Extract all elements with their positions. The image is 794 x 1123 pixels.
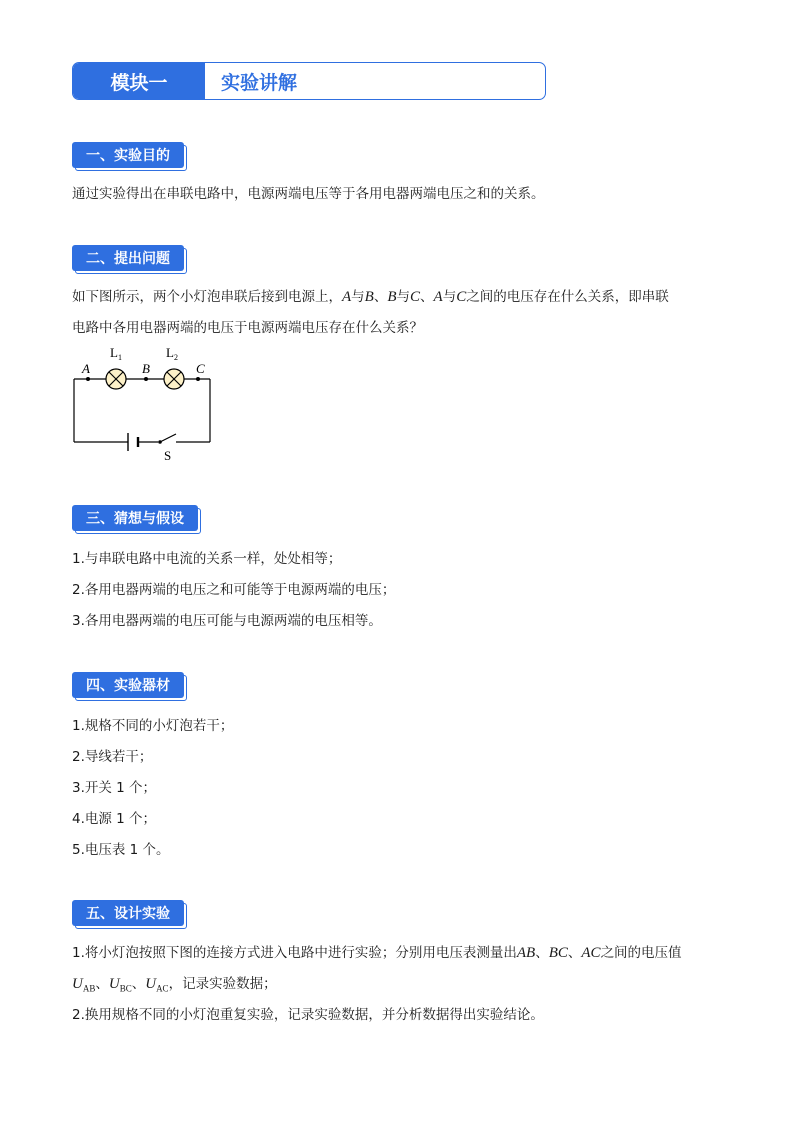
- label-c: C: [196, 361, 205, 376]
- equipment-item-3: 3.开关 1 个；: [72, 780, 157, 796]
- module-header: [72, 62, 546, 100]
- label-s: S: [164, 448, 172, 463]
- design-line-3: 2.换用规格不同的小灯泡重复实验，记录实验数据，并分析数据得出实验结论。: [72, 1007, 544, 1023]
- hypothesis-item-2: 2.各用电器两端的电压之和可能等于电源两端的电压；: [72, 582, 396, 598]
- design-line-2: $U_{AB}$、$U_{BC}$、$U_{AC}$，记录实验数据；: [72, 976, 277, 994]
- question-line-2: 电路中各用电器两端的电压于电源两端电压存在什么关系？: [72, 320, 423, 336]
- equipment-item-5: 5.电压表 1 个。: [72, 842, 170, 858]
- label-b: B: [142, 361, 150, 376]
- question-line-1: 如下图所示，两个小灯泡串联后接到电源上，A与B、B与C、A与C之间的电压存在什么关系，即串联: [72, 289, 669, 305]
- section-heading-design: 五、设计实验: [72, 900, 184, 926]
- section-heading-question: 二、提出问题: [72, 245, 184, 271]
- equipment-item-2: 2.导线若干；: [72, 749, 153, 765]
- node-b: [144, 377, 148, 381]
- lamp-l1-icon: [106, 369, 126, 389]
- switch-lever: [160, 434, 176, 442]
- module-tab: 模块一: [73, 63, 205, 99]
- node-a: [86, 377, 90, 381]
- node-c: [196, 377, 200, 381]
- section-heading-hypothesis: 三、猜想与假设: [72, 505, 198, 531]
- lamp-l2-icon: [164, 369, 184, 389]
- module-title: 实验讲解: [221, 71, 298, 94]
- label-l1: $L_1$: [110, 345, 122, 362]
- circuit-diagram: [70, 342, 220, 464]
- equipment-item-4: 4.电源 1 个；: [72, 811, 157, 827]
- hypothesis-item-1: 1.与串联电路中电流的关系一样，处处相等；: [72, 551, 342, 567]
- label-a: A: [82, 361, 90, 376]
- equipment-item-1: 1.规格不同的小灯泡若干；: [72, 718, 234, 734]
- label-l2: $L_2$: [166, 345, 178, 362]
- hypothesis-item-3: 3.各用电器两端的电压可能与电源两端的电压相等。: [72, 613, 382, 629]
- section-heading-purpose: 一、实验目的: [72, 142, 184, 168]
- design-line-1: 1.将小灯泡按照下图的连接方式进入电路中进行实验；分别用电压表测量出AB、BC、AC之间的电压值: [72, 945, 682, 961]
- purpose-text: 通过实验得出在串联电路中，电源两端电压等于各用电器两端电压之和的关系。: [72, 186, 545, 202]
- section-heading-equipment: 四、实验器材: [72, 672, 184, 698]
